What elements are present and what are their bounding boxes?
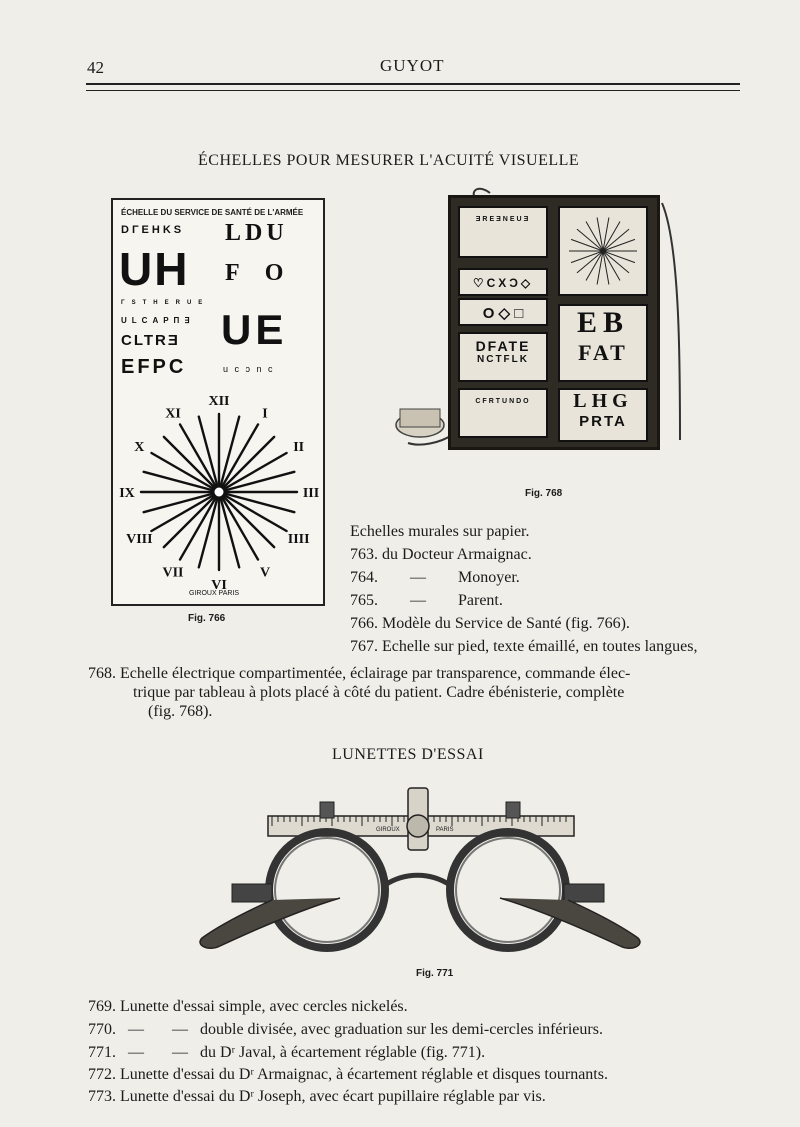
chart-row-6-left: EFPC xyxy=(121,356,187,378)
astigmatism-dial xyxy=(113,380,323,590)
chart-row-2-left: UH xyxy=(119,243,190,295)
cabinet-panel-1: ƎREƎNEUƎ xyxy=(458,206,548,258)
dial-numeral: IX xyxy=(119,486,135,501)
dial-numeral: VII xyxy=(162,565,184,581)
cabinet-dial-ray xyxy=(571,239,603,251)
header-rule-thin xyxy=(86,90,740,91)
chart-title: ÉCHELLE DU SERVICE DE SANTÉ DE L'ARMÉE xyxy=(121,208,304,217)
chart-row-4: ULCAPΠ∃ xyxy=(121,316,195,325)
cabinet-dial-ray xyxy=(603,229,629,251)
cabinet-dial-ray xyxy=(577,251,603,273)
cabinet-panel-dial xyxy=(558,206,648,296)
section-title-echelles: ÉCHELLES POUR MESURER L'ACUITÉ VISUELLE xyxy=(198,152,580,169)
item-764: 764. — Monoyer. xyxy=(350,569,520,586)
cabinet-nctflk-text: NCTFLK xyxy=(477,354,529,365)
dial-numeral: X xyxy=(134,440,145,455)
cabinet-fat-text: FAT xyxy=(578,340,628,365)
item-768-line-2: trique par tableau à plots placé à côté du patient. Cadre ébénisterie, complète xyxy=(133,684,625,701)
cabinet-panel-dfate xyxy=(458,332,548,382)
dial-numeral: VI xyxy=(211,578,227,590)
fig-768-caption: Fig. 768 xyxy=(525,488,563,499)
item-771: 771. — — du Dʳ Javal, à écartement réglable (fig. 771). xyxy=(88,1044,486,1061)
section-title-lunettes: LUNETTES D'ESSAI xyxy=(332,746,484,763)
item-767: 767. Echelle sur pied, texte émaillé, en toutes langues, xyxy=(350,638,698,655)
dial-numeral: XI xyxy=(165,406,181,422)
cabinet-dial-ray xyxy=(603,239,635,251)
item-772: 772. Lunette d'essai du Dʳ Armaignac, à écartement réglable et disques tournants. xyxy=(88,1066,608,1083)
item-768-line-1: 768. Echelle électrique compartimentée, éclairage par transparence, commande élec- xyxy=(88,665,631,682)
chart-maker: GIROUX PARIS xyxy=(189,590,240,597)
chart-row-3: ΓSTHERUE xyxy=(121,300,210,306)
frame-maker-left: GIROUX xyxy=(376,827,400,833)
cabinet-dial-ray xyxy=(577,229,603,251)
cabinet-eb-text: EB xyxy=(576,306,630,339)
dial-numeral: II xyxy=(293,440,305,455)
item-765: 765. — Parent. xyxy=(350,592,503,609)
chart-row-5-left: CLTRƎ xyxy=(121,332,180,349)
chart-row-2-right: F O xyxy=(225,260,294,286)
item-763: 763. du Docteur Armaignac. xyxy=(350,546,532,563)
dial-numeral: V xyxy=(259,565,271,581)
item-769: 769. Lunette d'essai simple, avec cercles nickelés. xyxy=(88,998,408,1015)
cabinet-dial-ray xyxy=(571,251,603,263)
eye-chart-illustration xyxy=(111,198,325,606)
running-title: GUYOT xyxy=(380,56,445,75)
cabinet-panel-symbols: ♡CXƆ◇ xyxy=(458,268,548,296)
item-770: 770. — — double divisée, avec graduation sur les demi-cercles inférieurs. xyxy=(88,1021,603,1038)
item-773: 773. Lunette d'essai du Dʳ Joseph, avec écart pupillaire réglable par vis. xyxy=(88,1088,546,1105)
chart-row-6-right: u c ɔ n c xyxy=(223,364,275,374)
dial-numeral: VIII xyxy=(126,532,153,547)
item-intro: Echelles murales sur papier. xyxy=(350,523,530,540)
page-number: 42 xyxy=(87,58,104,77)
dial-numeral: I xyxy=(262,406,268,422)
item-768-line-3: (fig. 768). xyxy=(148,703,213,720)
cabinet-dial-ray xyxy=(603,251,629,273)
chart-row-1-left: DΓEHKS xyxy=(121,224,185,236)
cabinet-dial-icon xyxy=(560,208,646,294)
cabinet-lhg-text: LHG xyxy=(573,390,633,412)
dial-numeral: III xyxy=(302,486,320,501)
dial-numeral: XII xyxy=(208,394,230,409)
item-766: 766. Modèle du Service de Santé (fig. 766). xyxy=(350,615,630,632)
frame-maker-right: PARIS xyxy=(436,827,454,833)
electric-chart-cabinet xyxy=(448,195,660,450)
cabinet-prta-text: PRTA xyxy=(579,413,627,430)
cabinet-panel-shapes: O ◇ □ xyxy=(458,298,548,326)
cabinet-panel-eb xyxy=(558,304,648,382)
chart-row-5-right: UE xyxy=(221,306,288,353)
cabinet-dial-ray xyxy=(603,251,635,263)
cabinet-panel-lhg xyxy=(558,388,648,442)
cabinet-panel-small2: CFRTUNDO xyxy=(458,388,548,438)
trial-frame-illustration xyxy=(190,780,650,965)
cabinet-dfate-text: DFATE xyxy=(475,338,531,354)
fig-766-caption: Fig. 766 xyxy=(188,613,226,624)
fig-771-caption: Fig. 771 xyxy=(416,968,454,979)
chart-row-1-right: LDU xyxy=(225,220,288,246)
header-rule-thick xyxy=(86,83,740,85)
dial-numeral: IIII xyxy=(287,532,310,547)
